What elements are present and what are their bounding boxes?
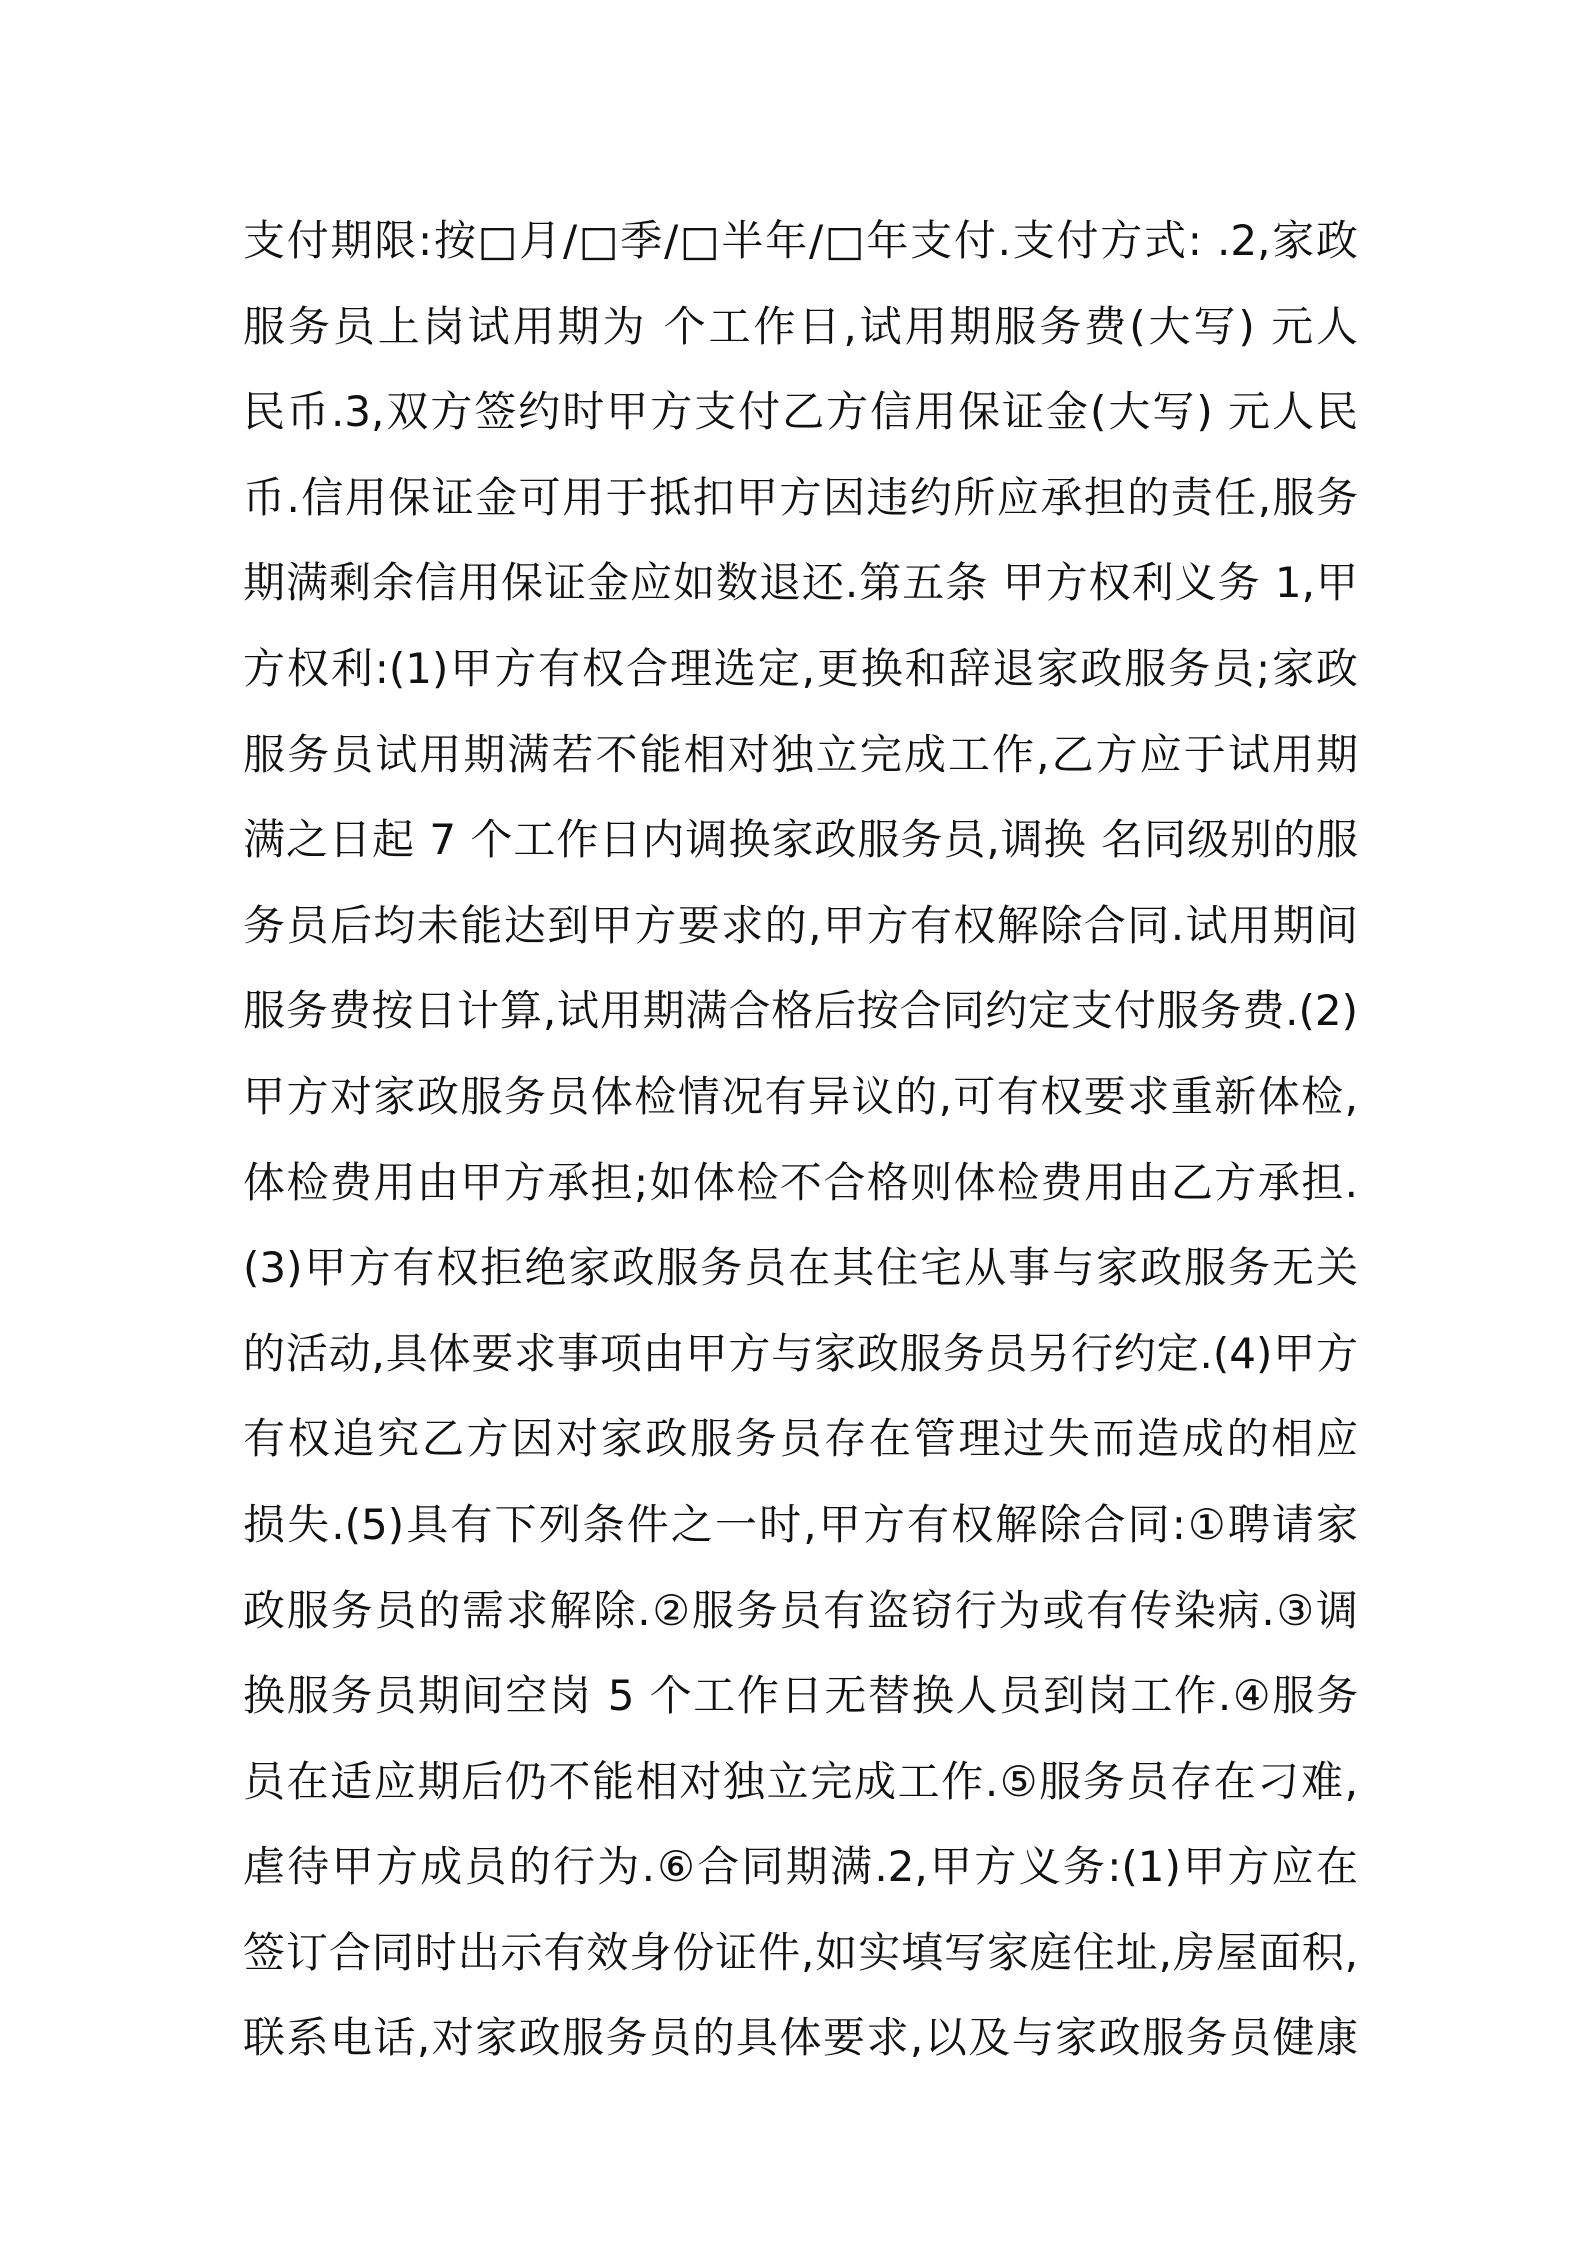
text-line-7: 服务员试用期满若不能相对独立完成工作,乙方应于试用期 bbox=[243, 729, 1358, 779]
text-line-16: 损失.(5)具有下列条件之一时,甲方有权解除合同:①聘请家 bbox=[243, 1499, 1358, 1549]
text-line-11: 甲方对家政服务员体检情况有异议的,可有权要求重新体检, bbox=[243, 1071, 1358, 1121]
text-line-9: 务员后均未能达到甲方要求的,甲方有权解除合同.试用期间 bbox=[243, 900, 1358, 950]
text-line-21: 签订合同时出示有效身份证件,如实填写家庭住址,房屋面积, bbox=[243, 1927, 1358, 1977]
text-line-2: 服务员上岗试用期为 个工作日,试用期服务费(大写) 元人 bbox=[243, 301, 1358, 351]
text-line-1: 支付期限:按□月/□季/□半年/□年支付.支付方式: .2,家政 bbox=[243, 216, 1358, 265]
text-line-22: 联系电话,对家政服务员的具体要求,以及与家政服务员健康 bbox=[243, 2013, 1358, 2063]
contract-body-text bbox=[243, 198, 1358, 2081]
text-line-12: 体检费用由甲方承担;如体检不合格则体检费用由乙方承担. bbox=[243, 1157, 1358, 1207]
text-line-10: 服务费按日计算,试用期满合格后按合同约定支付服务费.(2) bbox=[243, 986, 1358, 1036]
text-line-17: 政服务员的需求解除.②服务员有盗窃行为或有传染病.③调 bbox=[243, 1585, 1358, 1635]
text-line-3: 民币.3,双方签约时甲方支付乙方信用保证金(大写) 元人民 bbox=[243, 387, 1358, 437]
text-line-8: 满之日起 7 个工作日内调换家政服务员,调换 名同级别的服 bbox=[243, 815, 1358, 865]
text-line-4: 币.信用保证金可用于抵扣甲方因违约所应承担的责任,服务 bbox=[243, 472, 1358, 522]
text-line-18: 换服务员期间空岗 5 个工作日无替换人员到岗工作.④服务 bbox=[243, 1671, 1358, 1721]
text-line-14: 的活动,具体要求事项由甲方与家政服务员另行约定.(4)甲方 bbox=[243, 1328, 1358, 1378]
text-line-15: 有权追究乙方因对家政服务员存在管理过失而造成的相应 bbox=[243, 1414, 1358, 1464]
text-line-5: 期满剩余信用保证金应如数退还.第五条 甲方权利义务 1,甲 bbox=[243, 558, 1358, 608]
text-line-20: 虐待甲方成员的行为.⑥合同期满.2,甲方义务:(1)甲方应在 bbox=[243, 1842, 1358, 1892]
text-line-13: (3)甲方有权拒绝家政服务员在其住宅从事与家政服务无关 bbox=[243, 1243, 1358, 1293]
text-line-19: 员在适应期后仍不能相对独立完成工作.⑤服务员存在刁难, bbox=[243, 1756, 1358, 1806]
text-line-6: 方权利:(1)甲方有权合理选定,更换和辞退家政服务员;家政 bbox=[243, 643, 1358, 693]
